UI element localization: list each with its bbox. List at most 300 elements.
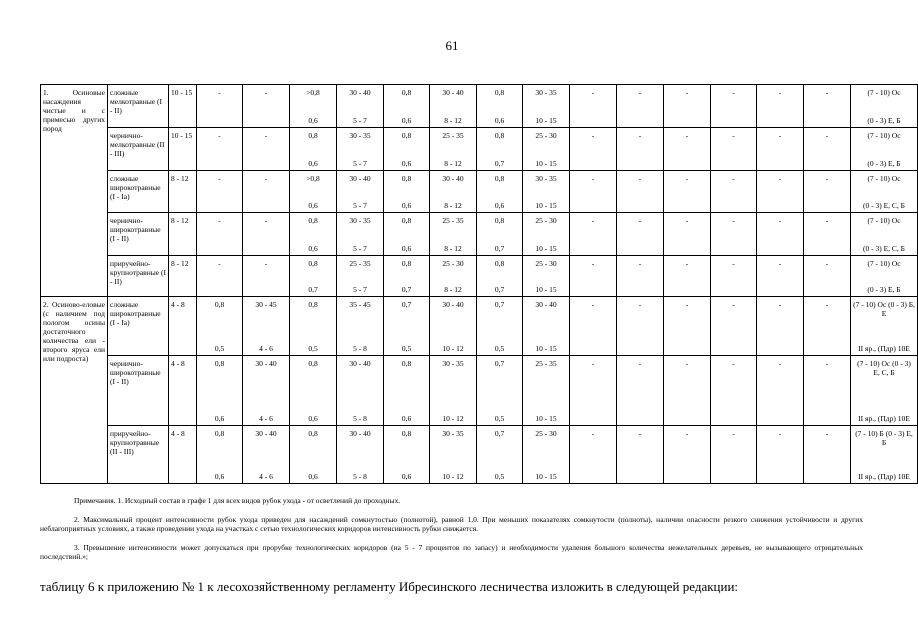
cell-values: [525, 300, 567, 353]
thinning-value-cell: [430, 171, 477, 213]
empty-value-cell: [570, 297, 617, 356]
cell-values: [525, 216, 567, 253]
dash-value: -: [685, 88, 689, 97]
thinning-value-cell: [384, 256, 430, 297]
cell-value: 0,7: [494, 429, 505, 438]
cell-value: 30 - 35: [442, 359, 464, 368]
forest-type: сложные широкотравные (I - Ia): [110, 174, 161, 201]
cell-value: 5 - 8: [353, 472, 367, 481]
empty-value-cell: [804, 213, 851, 256]
cell-value: 0,7: [494, 359, 505, 368]
group-name-cell: [41, 85, 108, 297]
empty-value-cell: [711, 213, 757, 256]
empty-value-cell: [664, 213, 711, 256]
empty-value-cell: [711, 85, 757, 128]
cell-value: 5 - 8: [353, 344, 367, 353]
cell-value: 10 - 15: [535, 244, 557, 253]
page-number: 61: [445, 38, 459, 53]
cell-value: 30 - 35: [535, 174, 557, 183]
cell-value: 10 - 15: [535, 201, 557, 210]
thinning-value-cell: [337, 213, 384, 256]
thinning-value-cell: [430, 297, 477, 356]
table-row: [41, 356, 918, 426]
cell-value: 5 - 7: [353, 285, 367, 294]
thinning-value-cell: [197, 426, 243, 484]
empty-value-cell: [711, 171, 757, 213]
empty-value-cell: [570, 426, 617, 484]
dash-value: -: [732, 216, 735, 225]
empty-value-cell: [617, 128, 664, 171]
empty-value-cell: [757, 85, 804, 128]
thinning-value-cell: [290, 356, 337, 426]
cell-value: 0,8: [214, 429, 225, 438]
cell-value: 10 - 12: [442, 344, 464, 353]
cell-values: [386, 88, 427, 125]
cell-values: [386, 429, 427, 481]
thinning-value-cell: [243, 297, 290, 356]
empty-value-cell: [711, 128, 757, 171]
cell-values: [853, 429, 915, 481]
forest-type-cell: [108, 356, 169, 426]
dash-value: -: [778, 174, 782, 183]
cell-value: 0,7: [401, 285, 412, 294]
thinning-value-cell: [290, 256, 337, 297]
thinning-value-cell: [523, 171, 570, 213]
cell-value: 0,5: [401, 344, 412, 353]
cell-values: [432, 174, 474, 210]
cell-value: 0,6: [401, 201, 412, 210]
thinning-value-cell: [337, 128, 384, 171]
cell-value: (0 - 3) Е, С, Б: [862, 201, 905, 210]
empty-value-cell: [570, 171, 617, 213]
cell-value: -: [264, 88, 268, 97]
cell-value: (7 - 10) Ос (0 - 3) Е, С, Б: [857, 359, 911, 377]
cell-value: 0,7: [494, 244, 505, 253]
empty-value-cell: [617, 171, 664, 213]
dash-value: -: [825, 429, 829, 438]
cell-values: [292, 300, 334, 353]
thinning-value-cell: [384, 171, 430, 213]
cell-value: 0,5: [494, 414, 505, 423]
cell-value: 0,5: [308, 344, 318, 353]
thinning-value-cell: [243, 426, 290, 484]
empty-value-cell: [617, 356, 664, 426]
cell-value: II яр., (Пдр) 10Е: [858, 472, 910, 481]
age-cell: [169, 297, 197, 356]
cell-value: 10 - 12: [442, 414, 464, 423]
thinning-value-cell: [290, 85, 337, 128]
cell-value: 8 - 12: [444, 116, 462, 125]
cell-value: 25 - 35: [442, 131, 464, 140]
cell-value: -: [264, 216, 268, 225]
cell-value: (0 - 3) Е, Б: [867, 116, 901, 125]
cell-values: [339, 429, 381, 481]
cell-values: [386, 300, 427, 353]
dash-value: -: [638, 359, 642, 368]
table-row: [41, 426, 918, 484]
empty-value-cell: [804, 85, 851, 128]
forest-type-cell: [108, 128, 169, 171]
dash-value: -: [638, 259, 642, 268]
age-cell: [169, 356, 197, 426]
thinning-value-cell: [197, 213, 243, 256]
age-cell: [169, 213, 197, 256]
cell-value: 0,8: [308, 300, 318, 309]
cell-value: 0,7: [494, 159, 505, 168]
group-name: 1. Осиновые насаждения чистые и с примесью других пород: [43, 88, 105, 133]
dash-value: -: [825, 359, 829, 368]
thinning-value-cell: [197, 85, 243, 128]
empty-value-cell: [711, 297, 757, 356]
dash-value: -: [825, 259, 829, 268]
cell-value: II яр., (Пдр) 10Е: [858, 414, 910, 423]
thinning-value-cell: [290, 171, 337, 213]
thinning-value-cell: [523, 85, 570, 128]
empty-value-cell: [570, 213, 617, 256]
cell-value: 5 - 7: [353, 159, 367, 168]
cell-value: 30 - 35: [349, 131, 371, 140]
cell-value: -: [264, 131, 268, 140]
age-range: 4 - 8: [171, 300, 185, 309]
age-cell: [169, 128, 197, 171]
dash-value: -: [778, 131, 782, 140]
cell-value: 0,6: [401, 472, 412, 481]
cell-value: 0,8: [308, 216, 318, 225]
cell-values: [525, 131, 567, 168]
empty-value-cell: [570, 85, 617, 128]
thinning-value-cell: [290, 297, 337, 356]
thinning-value-cell: [337, 171, 384, 213]
cell-value: (7 - 10) Ос: [867, 216, 901, 225]
table-row: [41, 256, 918, 297]
thinning-value-cell: [523, 128, 570, 171]
dash-value: -: [778, 259, 782, 268]
thinning-value-cell: [197, 171, 243, 213]
cell-values: [199, 300, 240, 353]
empty-value-cell: [804, 356, 851, 426]
cell-value: 25 - 30: [535, 131, 557, 140]
cell-values: [525, 359, 567, 423]
cell-value: 0,8: [401, 359, 412, 368]
cell-values: [525, 88, 567, 125]
age-range: 8 - 12: [171, 174, 189, 183]
thinning-value-cell: [477, 213, 523, 256]
cell-value: 30 - 40: [535, 300, 557, 309]
cell-value: 30 - 35: [442, 429, 464, 438]
empty-value-cell: [757, 213, 804, 256]
cell-value: 0,6: [214, 414, 225, 423]
cell-value: 0,6: [308, 159, 318, 168]
cell-value: 10 - 15: [535, 116, 557, 125]
empty-value-cell: [757, 426, 804, 484]
cell-value: 0,8: [308, 429, 318, 438]
cell-value: 30 - 40: [349, 429, 371, 438]
thinning-value-cell: [430, 128, 477, 171]
dash-value: -: [732, 429, 735, 438]
thinning-value-cell: [523, 256, 570, 297]
forest-type: чернично-мелкотравные (II - III): [110, 131, 165, 158]
target-composition-cell: [851, 256, 918, 297]
cell-values: [199, 429, 240, 481]
dash-value: -: [732, 259, 735, 268]
cell-values: [853, 131, 915, 168]
dash-value: -: [685, 216, 689, 225]
cell-value: 0,6: [214, 472, 225, 481]
dash-value: -: [591, 174, 595, 183]
cell-value: 0,8: [308, 359, 318, 368]
dash-value: -: [638, 174, 642, 183]
cell-value: 0,8: [494, 174, 505, 183]
cell-value: 0,6: [308, 414, 318, 423]
age-range: 4 - 8: [171, 359, 185, 368]
cell-value: 30 - 40: [349, 174, 371, 183]
empty-value-cell: [757, 356, 804, 426]
cell-value: 10 - 15: [535, 472, 557, 481]
dash-value: -: [778, 88, 782, 97]
cell-value: 0,8: [308, 131, 318, 140]
cell-value: 25 - 30: [535, 216, 557, 225]
empty-value-cell: [617, 297, 664, 356]
dash-value: -: [685, 131, 689, 140]
empty-value-cell: [757, 256, 804, 297]
cell-value: 0,8: [214, 300, 225, 309]
cell-value: (0 - 3) Е, Б: [867, 285, 901, 294]
dash-value: -: [591, 216, 595, 225]
amendment-instruction: таблицу 6 к приложению № 1 к лесохозяйственному регламенту Ибресинского лесничества изложить в следующей редакции:: [40, 579, 739, 594]
cell-value: 0,8: [401, 131, 412, 140]
empty-value-cell: [804, 128, 851, 171]
cell-value: (7 - 10) Ос: [867, 174, 901, 183]
cell-value: 10 - 12: [442, 472, 464, 481]
empty-value-cell: [664, 256, 711, 297]
cell-values: [853, 259, 915, 294]
thinning-value-cell: [243, 356, 290, 426]
cell-value: 0,8: [308, 259, 318, 268]
note-2: 2. Максимальный процент интенсивности рубок ухода приведен для насаждений сомкнутостью (полнотой), равной 1,0. При меньших показателях сомкнутости (полноты), наличии опасности резкого снижения устойчивости и других неблагоприятных условиях, а также проведении ухода на участках с сетью технологических коридоров интенсивность рубки снижается.: [40, 514, 863, 533]
thinning-value-cell: [197, 356, 243, 426]
cell-value: 30 - 45: [255, 300, 277, 309]
cell-values: [245, 429, 287, 481]
cell-value: 5 - 7: [353, 201, 367, 210]
dash-value: -: [591, 88, 595, 97]
empty-value-cell: [804, 171, 851, 213]
cell-value: 25 - 30: [535, 259, 557, 268]
cell-values: [525, 259, 567, 294]
cell-values: [432, 259, 474, 294]
cell-value: (7 - 10) Ос: [867, 259, 901, 268]
empty-value-cell: [664, 356, 711, 426]
dash-value: -: [638, 88, 642, 97]
empty-value-cell: [617, 426, 664, 484]
cell-value: 0,6: [308, 116, 318, 125]
age-cell: [169, 85, 197, 128]
cell-values: [339, 216, 381, 253]
empty-value-cell: [804, 256, 851, 297]
age-range: 10 - 15: [171, 131, 193, 140]
cell-value: -: [264, 259, 268, 268]
thinning-value-cell: [337, 356, 384, 426]
cell-values: [292, 131, 334, 168]
empty-value-cell: [664, 426, 711, 484]
thinning-value-cell: [430, 85, 477, 128]
thinning-value-cell: [477, 128, 523, 171]
cell-value: 10 - 15: [535, 414, 557, 423]
cell-value: 0,6: [401, 116, 412, 125]
empty-value-cell: [711, 426, 757, 484]
cell-values: [479, 216, 520, 253]
cell-value: 0,6: [401, 159, 412, 168]
cell-value: 0,6: [308, 472, 318, 481]
thinning-value-cell: [243, 85, 290, 128]
cell-value: 5 - 8: [353, 414, 367, 423]
cell-values: [292, 359, 334, 423]
cell-value: 0,6: [494, 116, 505, 125]
cell-value: 25 - 35: [442, 216, 464, 225]
dash-value: -: [778, 359, 782, 368]
thinning-value-cell: [477, 356, 523, 426]
cell-values: [853, 359, 915, 423]
cell-value: 0,8: [401, 259, 412, 268]
cell-values: [432, 429, 474, 481]
group-name: 2. Осиново-еловые (с наличием под пологом осины достаточного количества ели - второго яруса ели или подроста): [43, 300, 105, 363]
target-composition-cell: [851, 297, 918, 356]
dash-value: -: [778, 300, 782, 309]
thinning-value-cell: [523, 213, 570, 256]
dash-value: -: [825, 88, 829, 97]
cell-values: [853, 300, 915, 353]
table-row: [41, 297, 918, 356]
thinning-value-cell: [384, 297, 430, 356]
thinning-value-cell: [290, 128, 337, 171]
thinning-value-cell: [384, 85, 430, 128]
cell-value: 0,8: [401, 174, 412, 183]
age-cell: [169, 171, 197, 213]
empty-value-cell: [617, 85, 664, 128]
cell-value: -: [218, 174, 221, 183]
age-cell: [169, 426, 197, 484]
dash-value: -: [778, 429, 782, 438]
cell-value: 0,8: [494, 88, 505, 97]
dash-value: -: [825, 131, 829, 140]
cell-value: 25 - 30: [535, 429, 557, 438]
cell-value: 30 - 40: [255, 359, 277, 368]
empty-value-cell: [711, 256, 757, 297]
cell-value: (7 - 10) Ос: [867, 131, 901, 140]
empty-value-cell: [711, 356, 757, 426]
forest-type-cell: [108, 297, 169, 356]
forest-type-cell: [108, 256, 169, 297]
forest-type-cell: [108, 171, 169, 213]
target-composition-cell: [851, 85, 918, 128]
forest-type-cell: [108, 213, 169, 256]
thinning-value-cell: [430, 356, 477, 426]
cell-value: 30 - 35: [535, 88, 557, 97]
empty-value-cell: [757, 171, 804, 213]
cell-values: [386, 359, 427, 423]
cell-value: 25 - 35: [349, 259, 371, 268]
cell-value: 25 - 30: [442, 259, 464, 268]
forest-type: сложные мелкотравные (I - II): [110, 88, 162, 115]
cell-value: (0 - 3) Е, С, Б: [862, 244, 905, 253]
empty-value-cell: [757, 297, 804, 356]
cell-values: [339, 259, 381, 294]
forest-type: сложные широкотравные (I - Ia): [110, 300, 161, 327]
empty-value-cell: [570, 256, 617, 297]
dash-value: -: [825, 174, 829, 183]
thinning-value-cell: [430, 213, 477, 256]
thinning-value-cell: [523, 356, 570, 426]
dash-value: -: [685, 259, 689, 268]
cell-value: 0,8: [401, 216, 412, 225]
cell-value: 8 - 12: [444, 244, 462, 253]
forest-type: приручейно-крупнотравные (I - II): [110, 259, 166, 286]
cell-value: 0,7: [494, 285, 505, 294]
dash-value: -: [732, 131, 735, 140]
empty-value-cell: [804, 297, 851, 356]
dash-value: -: [732, 300, 735, 309]
cell-values: [853, 88, 915, 125]
dash-value: -: [638, 300, 642, 309]
cell-value: >0,8: [306, 88, 320, 97]
cell-values: [386, 174, 427, 210]
thinning-value-cell: [243, 256, 290, 297]
forest-type-cell: [108, 85, 169, 128]
thinning-value-cell: [197, 297, 243, 356]
cell-value: 0,6: [308, 244, 318, 253]
cell-value: II яр., (Пдр) 10Е: [858, 344, 910, 353]
cell-values: [199, 359, 240, 423]
cell-value: (7 - 10) Б (0 - 3) Е, Б: [855, 429, 913, 447]
cell-value: 4 - 6: [259, 344, 273, 353]
thinning-value-cell: [290, 426, 337, 484]
dash-value: -: [638, 216, 642, 225]
cell-values: [292, 88, 334, 125]
dash-value: -: [685, 174, 689, 183]
cell-value: (7 - 10) Ос (0 - 3) Б, Е: [853, 300, 915, 318]
target-composition-cell: [851, 356, 918, 426]
dash-value: -: [591, 131, 595, 140]
cell-value: 0,5: [494, 472, 505, 481]
cell-value: -: [264, 174, 268, 183]
empty-value-cell: [757, 128, 804, 171]
cell-value: 0,8: [494, 216, 505, 225]
age-range: 4 - 8: [171, 429, 185, 438]
dash-value: -: [685, 359, 689, 368]
thinning-value-cell: [290, 213, 337, 256]
cell-values: [339, 300, 381, 353]
cell-value: 0,5: [214, 344, 225, 353]
cell-values: [292, 174, 334, 210]
cell-values: [292, 429, 334, 481]
dash-value: -: [638, 429, 642, 438]
cell-values: [432, 131, 474, 168]
cell-value: 0,7: [401, 300, 412, 309]
thinning-value-cell: [197, 128, 243, 171]
cell-values: [479, 359, 520, 423]
age-range: 8 - 12: [171, 259, 189, 268]
cell-values: [339, 131, 381, 168]
cell-value: -: [218, 131, 221, 140]
thinning-value-cell: [243, 128, 290, 171]
cell-values: [853, 174, 915, 210]
dash-value: -: [685, 300, 689, 309]
forest-type: чернично-широкотравные (I - II): [110, 359, 161, 386]
cell-value: 10 - 15: [535, 285, 557, 294]
cell-values: [479, 131, 520, 168]
cell-value: 4 - 6: [259, 472, 273, 481]
empty-value-cell: [664, 171, 711, 213]
dash-value: -: [591, 259, 595, 268]
